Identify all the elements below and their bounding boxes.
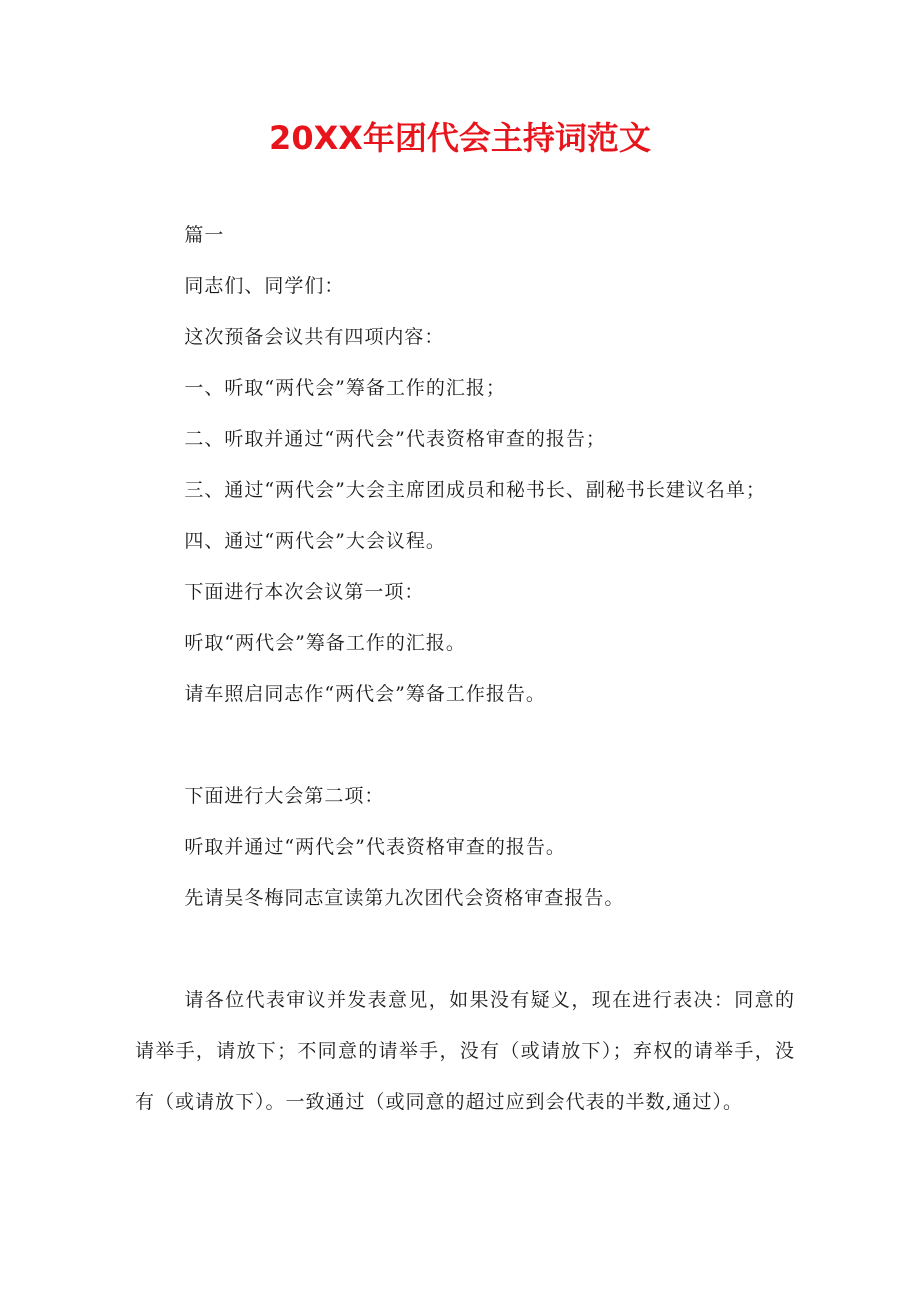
paragraph-first-item: 听取“两代会”筹备工作的汇报。 [184,632,466,654]
paragraph-agenda-item-1: 一、听取“两代会”筹备工作的汇报； [184,377,506,399]
paragraph-section-heading: 篇一 [184,224,225,246]
paragraph-agenda-intro: 这次预备会议共有四项内容： [184,326,445,348]
paragraph-vote-procedure: 请各位代表审议并发表意见，如果没有疑义，现在进行表决：同意的请举手，请放下；不同意的请举手，没有（或请放下）；弃权的请举手，没有（或请放下）。一致通过（或同意的超过应到会代表的半数,通过）。 [135,989,795,1113]
document-body [135,210,795,1128]
document-title: 20XX年团代会主持词范文 [269,119,651,157]
paragraph-agenda-item-3: 三、通过“两代会”大会主席团成员和秘书长、副秘书长建议名单； [184,479,766,501]
paragraph-agenda-item-4: 四、通过“两代会”大会议程。 [184,530,446,552]
paragraph-salutation: 同志们、同学们： [184,275,345,297]
paragraph-second-item: 听取并通过“两代会”代表资格审查的报告。 [184,836,566,858]
paragraph-first-item-report: 请车照启同志作“两代会”筹备工作报告。 [184,683,546,705]
paragraph-first-item-intro: 下面进行本次会议第一项： [184,581,425,603]
paragraph-spacer [135,720,795,771]
paragraph-second-item-report: 先请吴冬梅同志宣读第九次团代会资格审查报告。 [184,887,625,909]
paragraph-agenda-item-2: 二、听取并通过“两代会”代表资格审查的报告； [184,428,606,450]
paragraph-second-item-intro: 下面进行大会第二项： [184,785,385,807]
paragraph-spacer [135,924,795,975]
